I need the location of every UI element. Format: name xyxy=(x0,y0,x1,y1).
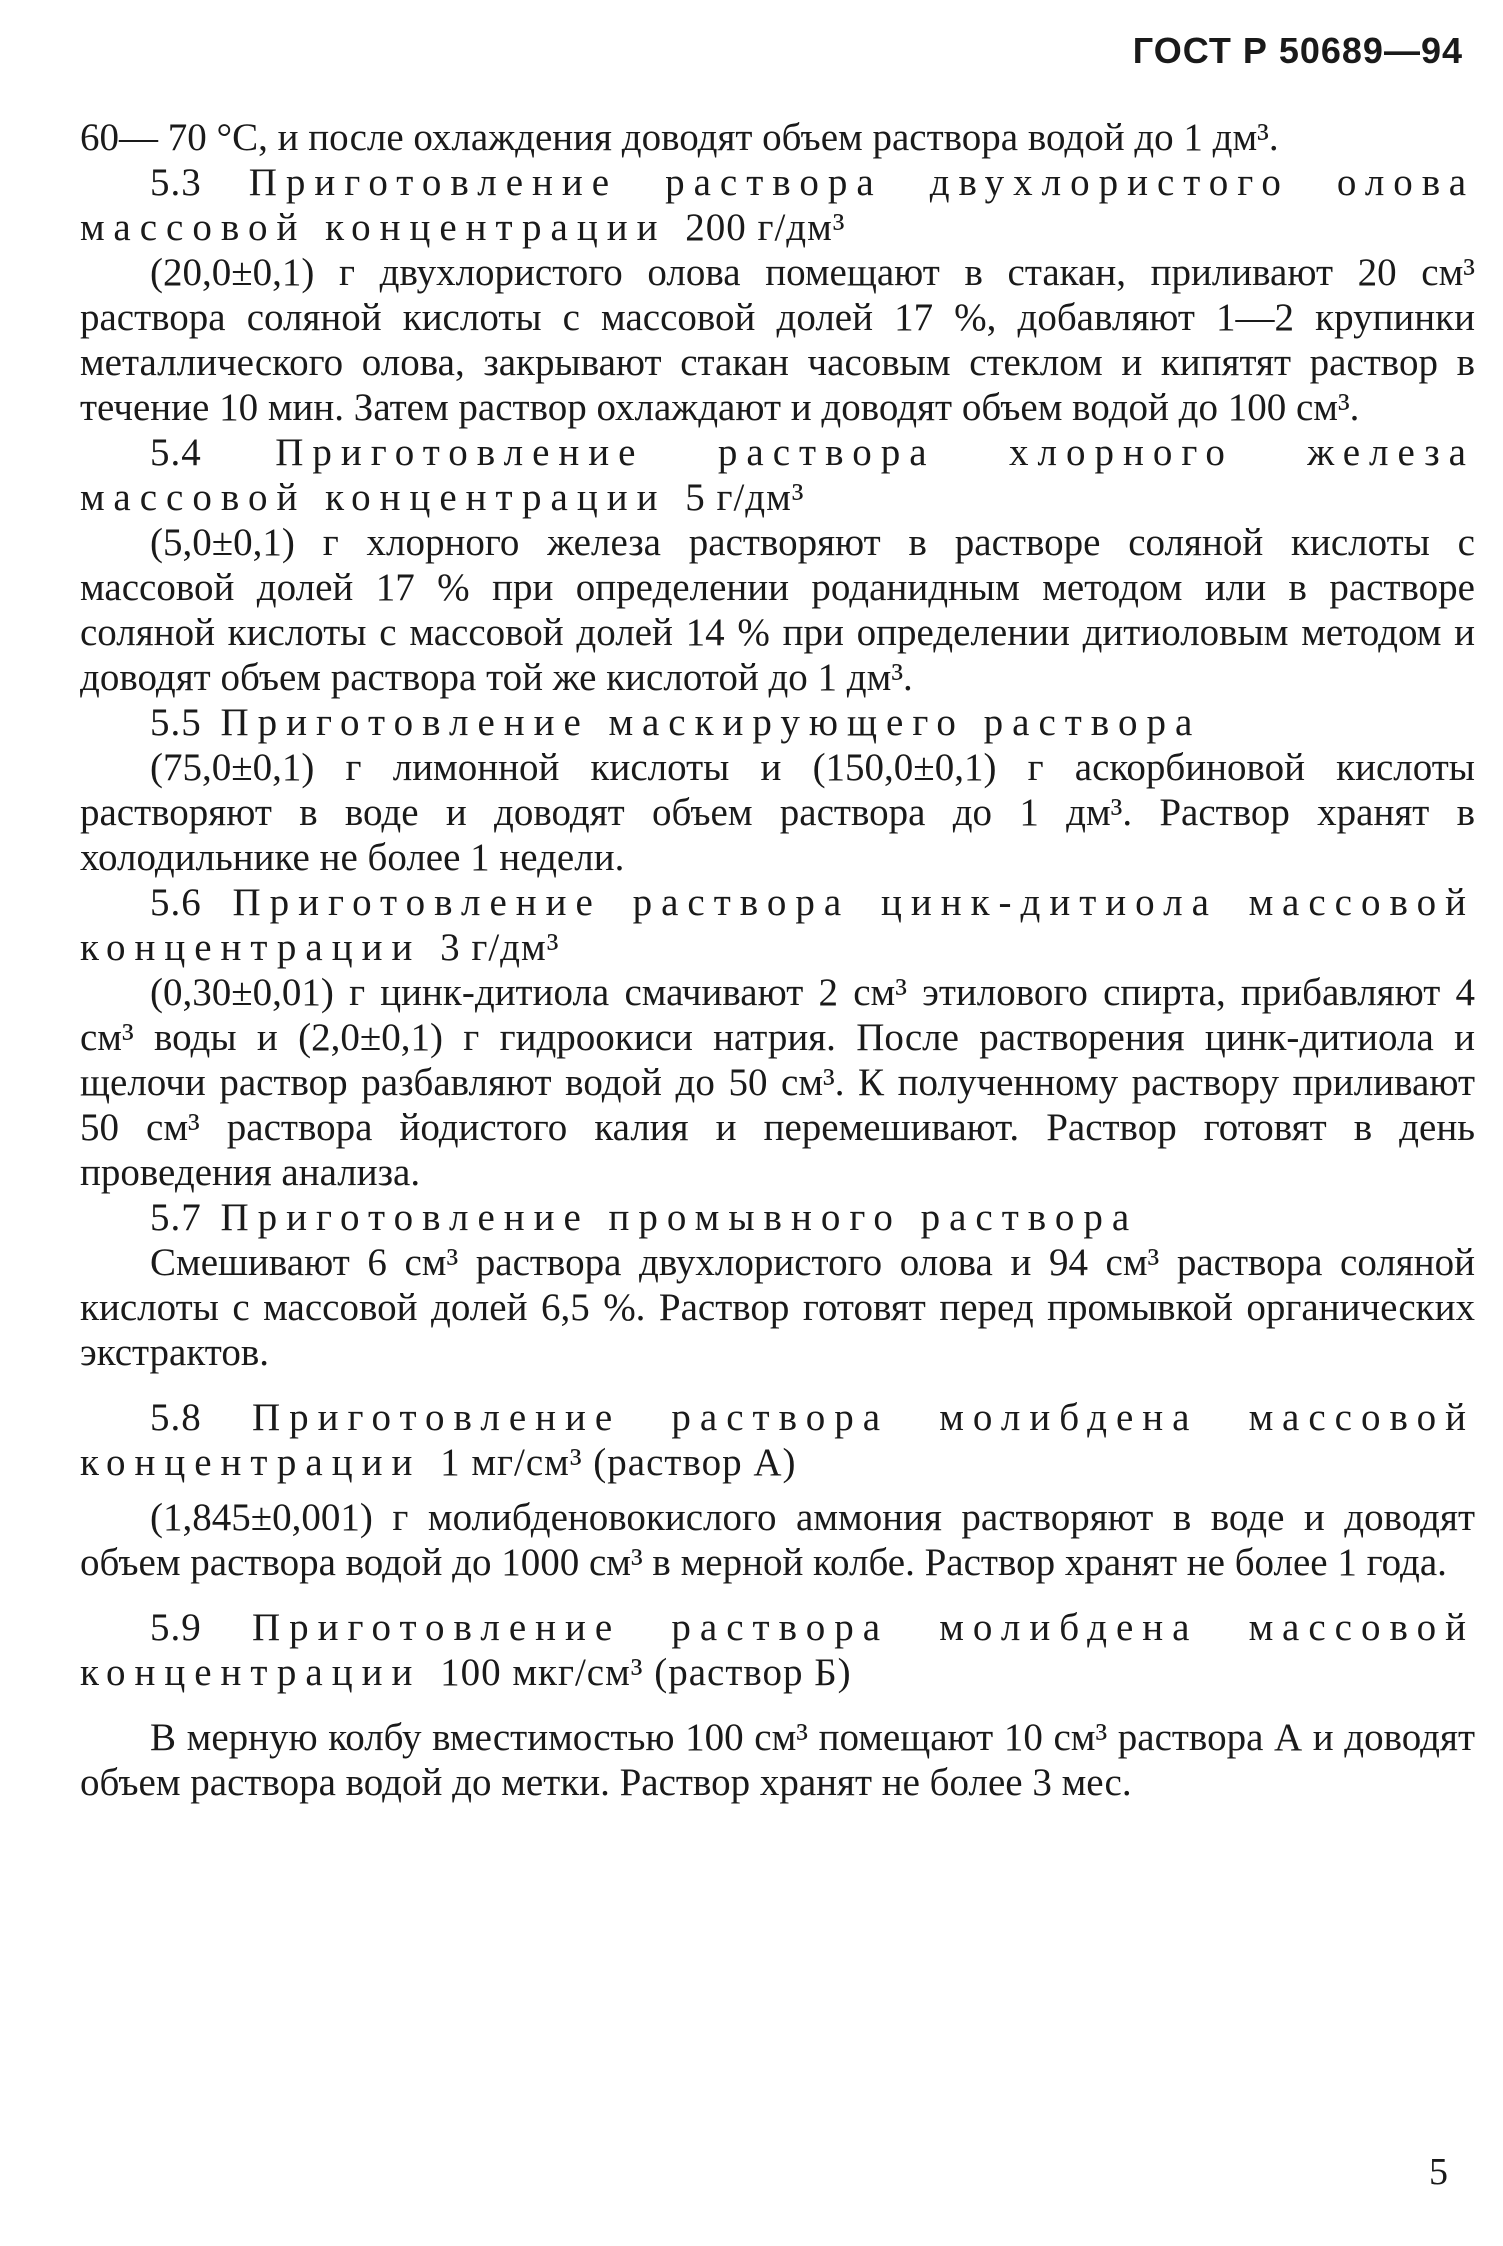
section-5-9 xyxy=(80,1605,1475,1805)
section-5-8 xyxy=(80,1395,1475,1585)
section-title: Приготовление раствора двухлористого олова массовой концентрации xyxy=(80,161,1476,249)
section-5-5 xyxy=(80,700,1475,880)
section-number: 5.4 xyxy=(150,431,202,474)
section-unit: 3 г/дм³ xyxy=(440,926,560,969)
section-heading xyxy=(80,700,1475,745)
section-5-4 xyxy=(80,430,1475,700)
section-number: 5.6 xyxy=(150,881,202,924)
section-body: (1,845±0,001) г молибденовокислого аммония растворяют в воде и доводят объем раствора водой до 1000 см³ в мерной колбе. Раствор хранят не более 1 года. xyxy=(80,1496,1475,1584)
section-heading xyxy=(80,1605,1475,1695)
section-unit: 100 мкг/см³ (раствор Б) xyxy=(440,1651,852,1694)
section-number: 5.3 xyxy=(150,161,202,204)
section-title: Приготовление промывного раствора xyxy=(220,1196,1139,1239)
section-title: Приготовление раствора хлорного железа массовой концентрации xyxy=(80,431,1475,519)
section-number: 5.8 xyxy=(150,1396,202,1439)
section-heading xyxy=(80,1195,1475,1240)
section-5-3 xyxy=(80,160,1475,430)
section-heading xyxy=(80,880,1475,970)
section-body: Смешивают 6 см³ раствора двухлористого олова и 94 см³ раствора соляной кислоты с массовой долей 6,5 %. Раствор готовят перед промывкой органических экстрактов. xyxy=(80,1241,1475,1374)
document-body xyxy=(80,115,1475,1805)
section-title: Приготовление раствора цинк-дитиола массовой концентрации xyxy=(80,881,1476,969)
section-5-7 xyxy=(80,1195,1475,1375)
section-body: (75,0±0,1) г лимонной кислоты и (150,0±0,1) г аскорбиновой кислоты растворяют в воде и доводят объем раствора до 1 дм³. Раствор хранят в холодильнике не более 1 недели. xyxy=(80,746,1475,879)
page-number: 5 xyxy=(1429,2151,1448,2193)
section-title: Приготовление раствора молибдена массовой концентрации xyxy=(80,1396,1475,1484)
section-body: В мерную колбу вместимостью 100 см³ помещают 10 см³ раствора А и доводят объем раствора водой до метки. Раствор хранят не более 3 мес. xyxy=(80,1716,1475,1804)
section-unit: 200 г/дм³ xyxy=(685,206,846,249)
section-heading xyxy=(80,430,1475,520)
section-unit: 5 г/дм³ xyxy=(685,476,805,519)
section-title: Приготовление раствора молибдена массовой концентрации xyxy=(80,1606,1475,1694)
section-number: 5.9 xyxy=(150,1606,202,1649)
section-body: (0,30±0,01) г цинк-дитиола смачивают 2 см³ этилового спирта, прибавляют 4 см³ воды и (2,0±0,1) г гидроокиси натрия. После растворения цинк-дитиола и щелочи раствор разбавляют водой до 50 см³. К полученному раствору приливают 50 см³ раствора йодистого калия и перемешивают. Раствор готовят в день проведения анализа. xyxy=(80,971,1475,1194)
section-title: Приготовление маскирующего раствора xyxy=(220,701,1202,744)
section-body: (20,0±0,1) г двухлористого олова помещают в стакан, приливают 20 см³ раствора соляной кислоты с массовой долей 17 %, добавляют 1—2 крупинки металлического олова, закрывают стакан часовым стеклом и кипятят раствор в течение 10 мин. Затем раствор охлаждают и доводят объем водой до 100 см³. xyxy=(80,251,1475,429)
section-heading xyxy=(80,160,1475,250)
section-number: 5.5 xyxy=(150,701,202,744)
document-header: ГОСТ Р 50689—94 xyxy=(1132,30,1463,71)
section-heading xyxy=(80,1395,1475,1485)
section-unit: 1 мг/см³ (раствор А) xyxy=(440,1441,797,1484)
section-5-6 xyxy=(80,880,1475,1195)
section-number: 5.7 xyxy=(150,1196,202,1239)
intro-paragraph: 60— 70 °С, и после охлаждения доводят объем раствора водой до 1 дм³. xyxy=(80,116,1279,159)
section-body: (5,0±0,1) г хлорного железа растворяют в растворе соляной кислоты с массовой долей 17 % при определении роданидным методом или в растворе соляной кислоты с массовой долей 14 % при определении дитиоловым методом и доводят объем раствора той же кислотой до 1 дм³. xyxy=(80,521,1475,699)
